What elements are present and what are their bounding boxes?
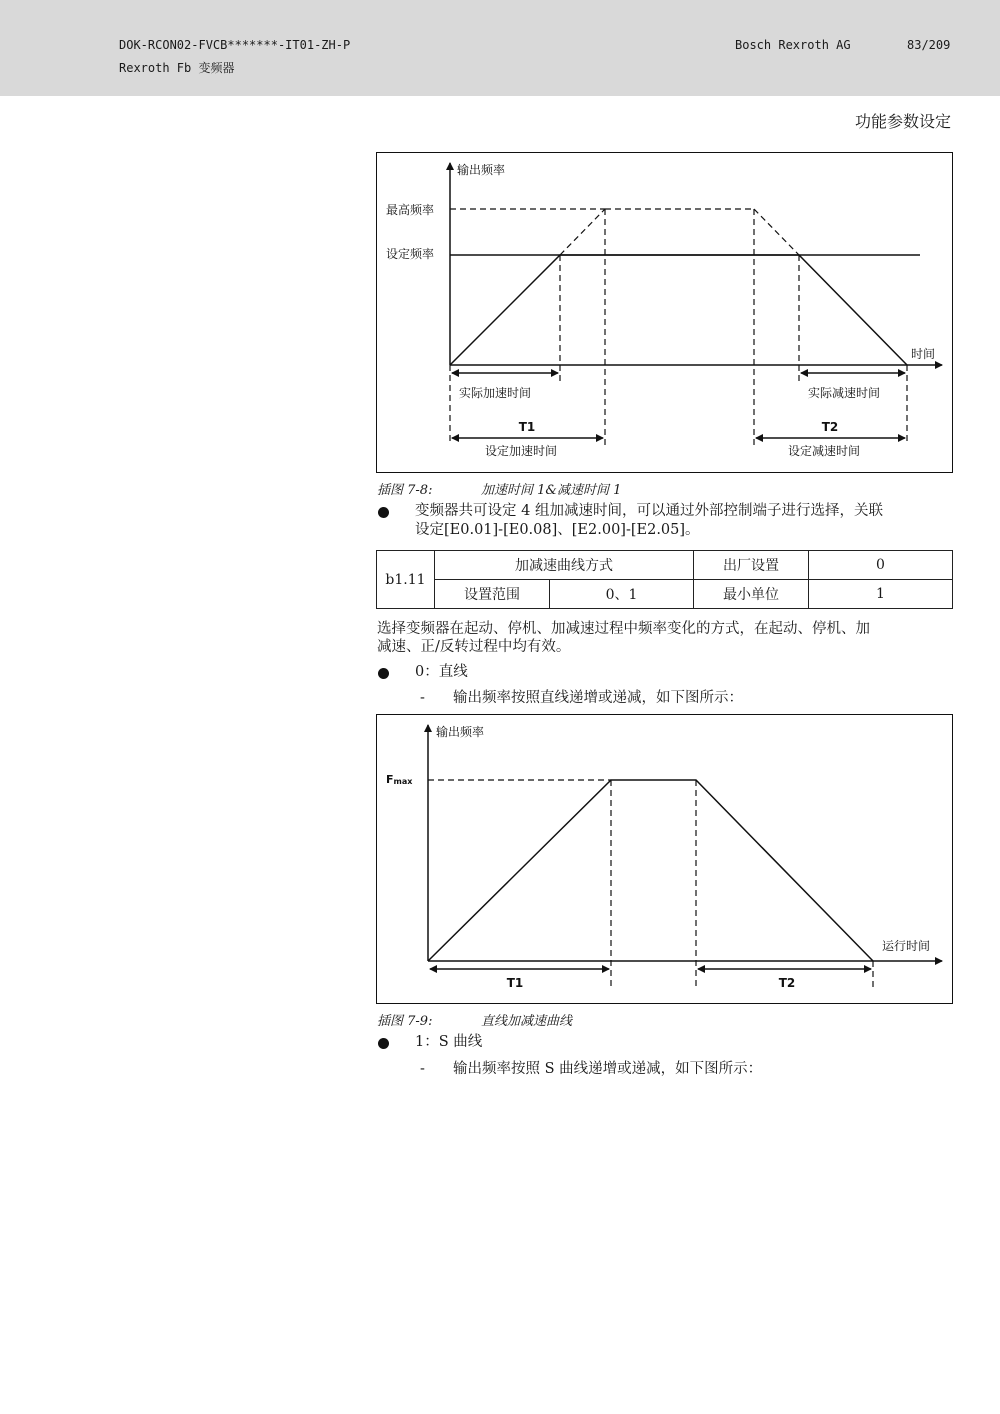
actual-frequency-curve <box>450 255 907 365</box>
x-axis-label: 时间 <box>911 347 936 361</box>
option-1-desc: 输出频率按照 S 曲线递增或递减，如下图所示： <box>453 1061 763 1077</box>
dash-marker: - <box>420 1061 425 1077</box>
section-title: 功能参数设定 <box>854 112 951 131</box>
t1-label: T1 <box>506 976 524 990</box>
t2-label: T2 <box>778 976 796 990</box>
figure-accel-decel-time <box>376 152 953 473</box>
max-freq-label: 最高频率 <box>386 203 435 217</box>
range-label: 设置范围 <box>435 580 550 609</box>
set-decel-label: 设定减速时间 <box>788 444 861 458</box>
option-0-desc: 输出频率按照直线递增或递减，如下图所示： <box>453 690 743 706</box>
figure-caption: 插图 7-9: 直线加减速曲线 <box>377 1014 573 1029</box>
x-axis-label: 运行时间 <box>882 939 931 953</box>
figure-linear-curve <box>376 714 953 1004</box>
bullet <box>378 668 389 679</box>
range-value: 0、1 <box>550 580 694 609</box>
bullet <box>378 1038 389 1049</box>
fmax-label: Fmax <box>386 773 413 786</box>
page-number: 83/209 <box>907 38 951 52</box>
actual-accel-label: 实际加速时间 <box>459 386 532 400</box>
y-axis-label: 输出频率 <box>436 725 485 739</box>
t1-label: T1 <box>518 420 536 434</box>
min-unit-value: 1 <box>809 580 953 609</box>
page-header <box>0 0 1000 96</box>
document-id: DOK-RCON02-FVCB*******-IT01-ZH-P <box>119 38 351 52</box>
paragraph-line: 选择变频器在起动、停机、加减速过程中频率变化的方式，在起动、停机、加 <box>377 621 870 637</box>
min-unit-label: 最小单位 <box>694 580 809 609</box>
set-accel-label: 设定加速时间 <box>485 444 558 458</box>
param-code: b1.11 <box>377 551 435 609</box>
document-subtitle: Rexroth Fb 变频器 <box>119 61 235 75</box>
factory-setting-label: 出厂设置 <box>694 551 809 580</box>
bullet <box>378 507 389 518</box>
paragraph-line: 设定[E0.01]-[E0.08]、[E2.00]-[E2.05]。 <box>415 522 700 538</box>
t2-label: T2 <box>821 420 839 434</box>
linear-frequency-curve <box>428 780 873 961</box>
option-1-title: 1：S 曲线 <box>415 1034 483 1050</box>
actual-decel-label: 实际减速时间 <box>808 386 881 400</box>
set-freq-label: 设定频率 <box>386 247 435 261</box>
company-name: Bosch Rexroth AG <box>735 38 851 52</box>
paragraph-line: 减速、正/反转过程中均有效。 <box>377 639 571 655</box>
parameter-table <box>376 550 953 609</box>
dash-marker: - <box>420 690 425 706</box>
option-0-title: 0：直线 <box>415 664 468 680</box>
y-axis-label: 输出频率 <box>457 163 506 177</box>
figure-caption: 插图 7-8: 加速时间 1&减速时间 1 <box>377 483 622 498</box>
param-name: 加减速曲线方式 <box>435 551 694 580</box>
factory-setting-value: 0 <box>809 551 953 580</box>
paragraph-line: 变频器共可设定 4 组加减速时间，可以通过外部控制端子进行选择，关联 <box>415 503 883 519</box>
